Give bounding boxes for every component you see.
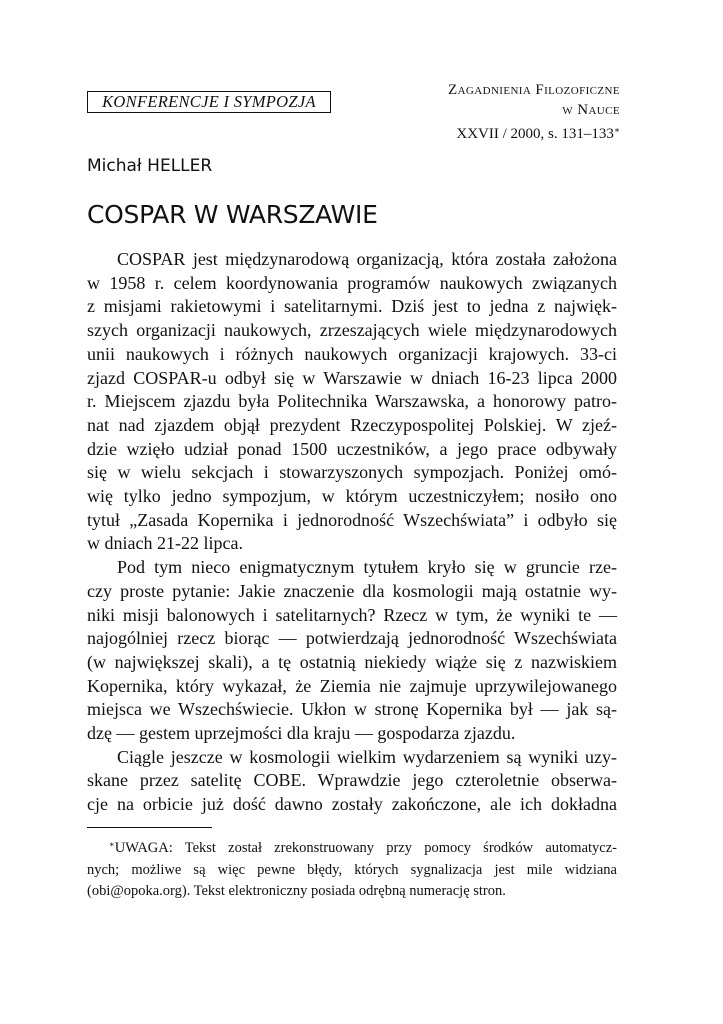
footnote-mark: ∗ bbox=[109, 839, 115, 849]
text-line: dzie wzięło udział ponad 1500 uczestników, a jego prace odbywały bbox=[87, 438, 617, 459]
article-title: COSPAR W WARSZAWIE bbox=[87, 200, 378, 229]
text-line: COSPAR jest międzynarodową organizacją, która została założona bbox=[117, 249, 617, 269]
footnote-text: UWAGA: Tekst został zrekonstruowany przy pomocy środków automatycz- bbox=[114, 840, 617, 856]
text-line: skane przez satelitę COBE. Wprawdzie jego czteroletnie obserwa- bbox=[87, 770, 617, 791]
issue-footnote-mark: ∗ bbox=[613, 125, 620, 135]
text-line: Ciągle jeszcze w kosmologii wielkim wydarzeniem są wyniki uzy- bbox=[117, 746, 617, 767]
text-line: w dniach 21-22 lipca. bbox=[87, 533, 243, 554]
text-line: szych organizacji naukowych, zrzeszających wiele międzynarodowych bbox=[87, 320, 617, 341]
text-line: czy proste pytanie: Jakie znaczenie dla kosmologii mają ostatnie wy- bbox=[87, 580, 617, 601]
text-line: tytuł „Zasada Kopernika i jednorodność Wszechświata” i odbyło się bbox=[87, 509, 617, 530]
footnote-line bbox=[87, 834, 617, 860]
text-line: dzę — gestem uprzejmości dla kraju — gospodarza zjazdu. bbox=[87, 723, 516, 744]
footnote-line: nych; możliwe są więc pewne błędy, których sygnalizacja jest mile widziana bbox=[87, 861, 617, 878]
footnote bbox=[87, 834, 617, 903]
text-line: w 1958 r. celem koordynowania programów naukowych związanych bbox=[87, 272, 617, 293]
text-line: (w największej skali), a tę ostatnią niekiedy wiąże się z nazwiskiem bbox=[87, 651, 617, 672]
text-line: r. Miejscem zjazdu była Politechnika Warszawska, a honorowy patro- bbox=[87, 391, 617, 412]
issue-info bbox=[448, 120, 620, 144]
journal-title-line1: Zagadnienia Filozoficzne bbox=[448, 82, 620, 98]
article-body bbox=[87, 248, 617, 817]
text-line: unii naukowych i różnych naukowych organizacji krajowych. 33-ci bbox=[87, 343, 617, 364]
text-line: z misjami rakietowymi i satelitarnymi. Dziś jest to jedna z najwięk- bbox=[87, 296, 617, 317]
paragraph bbox=[87, 746, 617, 817]
footnote-divider bbox=[87, 827, 212, 828]
text-line: wię tylko jedno sympozjum, w którym uczestniczyłem; nosiło ono bbox=[87, 486, 617, 507]
text-line: się w wielu sekcjach i stowarzyszonych sympozjach. Poniżej omó- bbox=[87, 462, 617, 483]
text-line: zjazd COSPAR-u odbył się w Warszawie w dniach 16-23 lipca 2000 bbox=[87, 367, 617, 388]
text-line: cje na orbicie już dość dawno zostały zakończone, ale ich dokładna bbox=[87, 794, 617, 815]
text-line: nat nad zjazdem objął prezydent Rzeczypospolitej Polskiej. W zjeź- bbox=[87, 414, 617, 435]
paragraph bbox=[87, 248, 617, 556]
text-line: Pod tym nieco enigmatycznym tytułem kryło się w gruncie rze- bbox=[117, 557, 617, 578]
section-label: KONFERENCJE I SYMPOZJA bbox=[87, 91, 331, 113]
issue-text: XXVII / 2000, s. 131–133 bbox=[456, 126, 614, 142]
journal-title-line2: w Nauce bbox=[562, 102, 620, 118]
text-line: Kopernika, który wykazał, że Ziemia nie zajmuje uprzywilejowanego bbox=[87, 675, 617, 696]
author-name: Michał HELLER bbox=[87, 156, 213, 176]
text-line: najogólniej rzecz biorąc — potwierdzają jednorodność Wszechświata bbox=[87, 628, 617, 649]
text-line: miejsca we Wszechświecie. Ukłon w stronę Kopernika był — jak są- bbox=[87, 699, 617, 720]
paragraph bbox=[87, 556, 617, 746]
footnote-line: (obi@opoka.org). Tekst elektroniczny posiada odrębną numerację stron. bbox=[87, 883, 506, 899]
text-line: niki misji balonowych i satelitarnych? Rzecz w tym, że wyniki te — bbox=[87, 604, 617, 625]
journal-header bbox=[448, 80, 620, 144]
